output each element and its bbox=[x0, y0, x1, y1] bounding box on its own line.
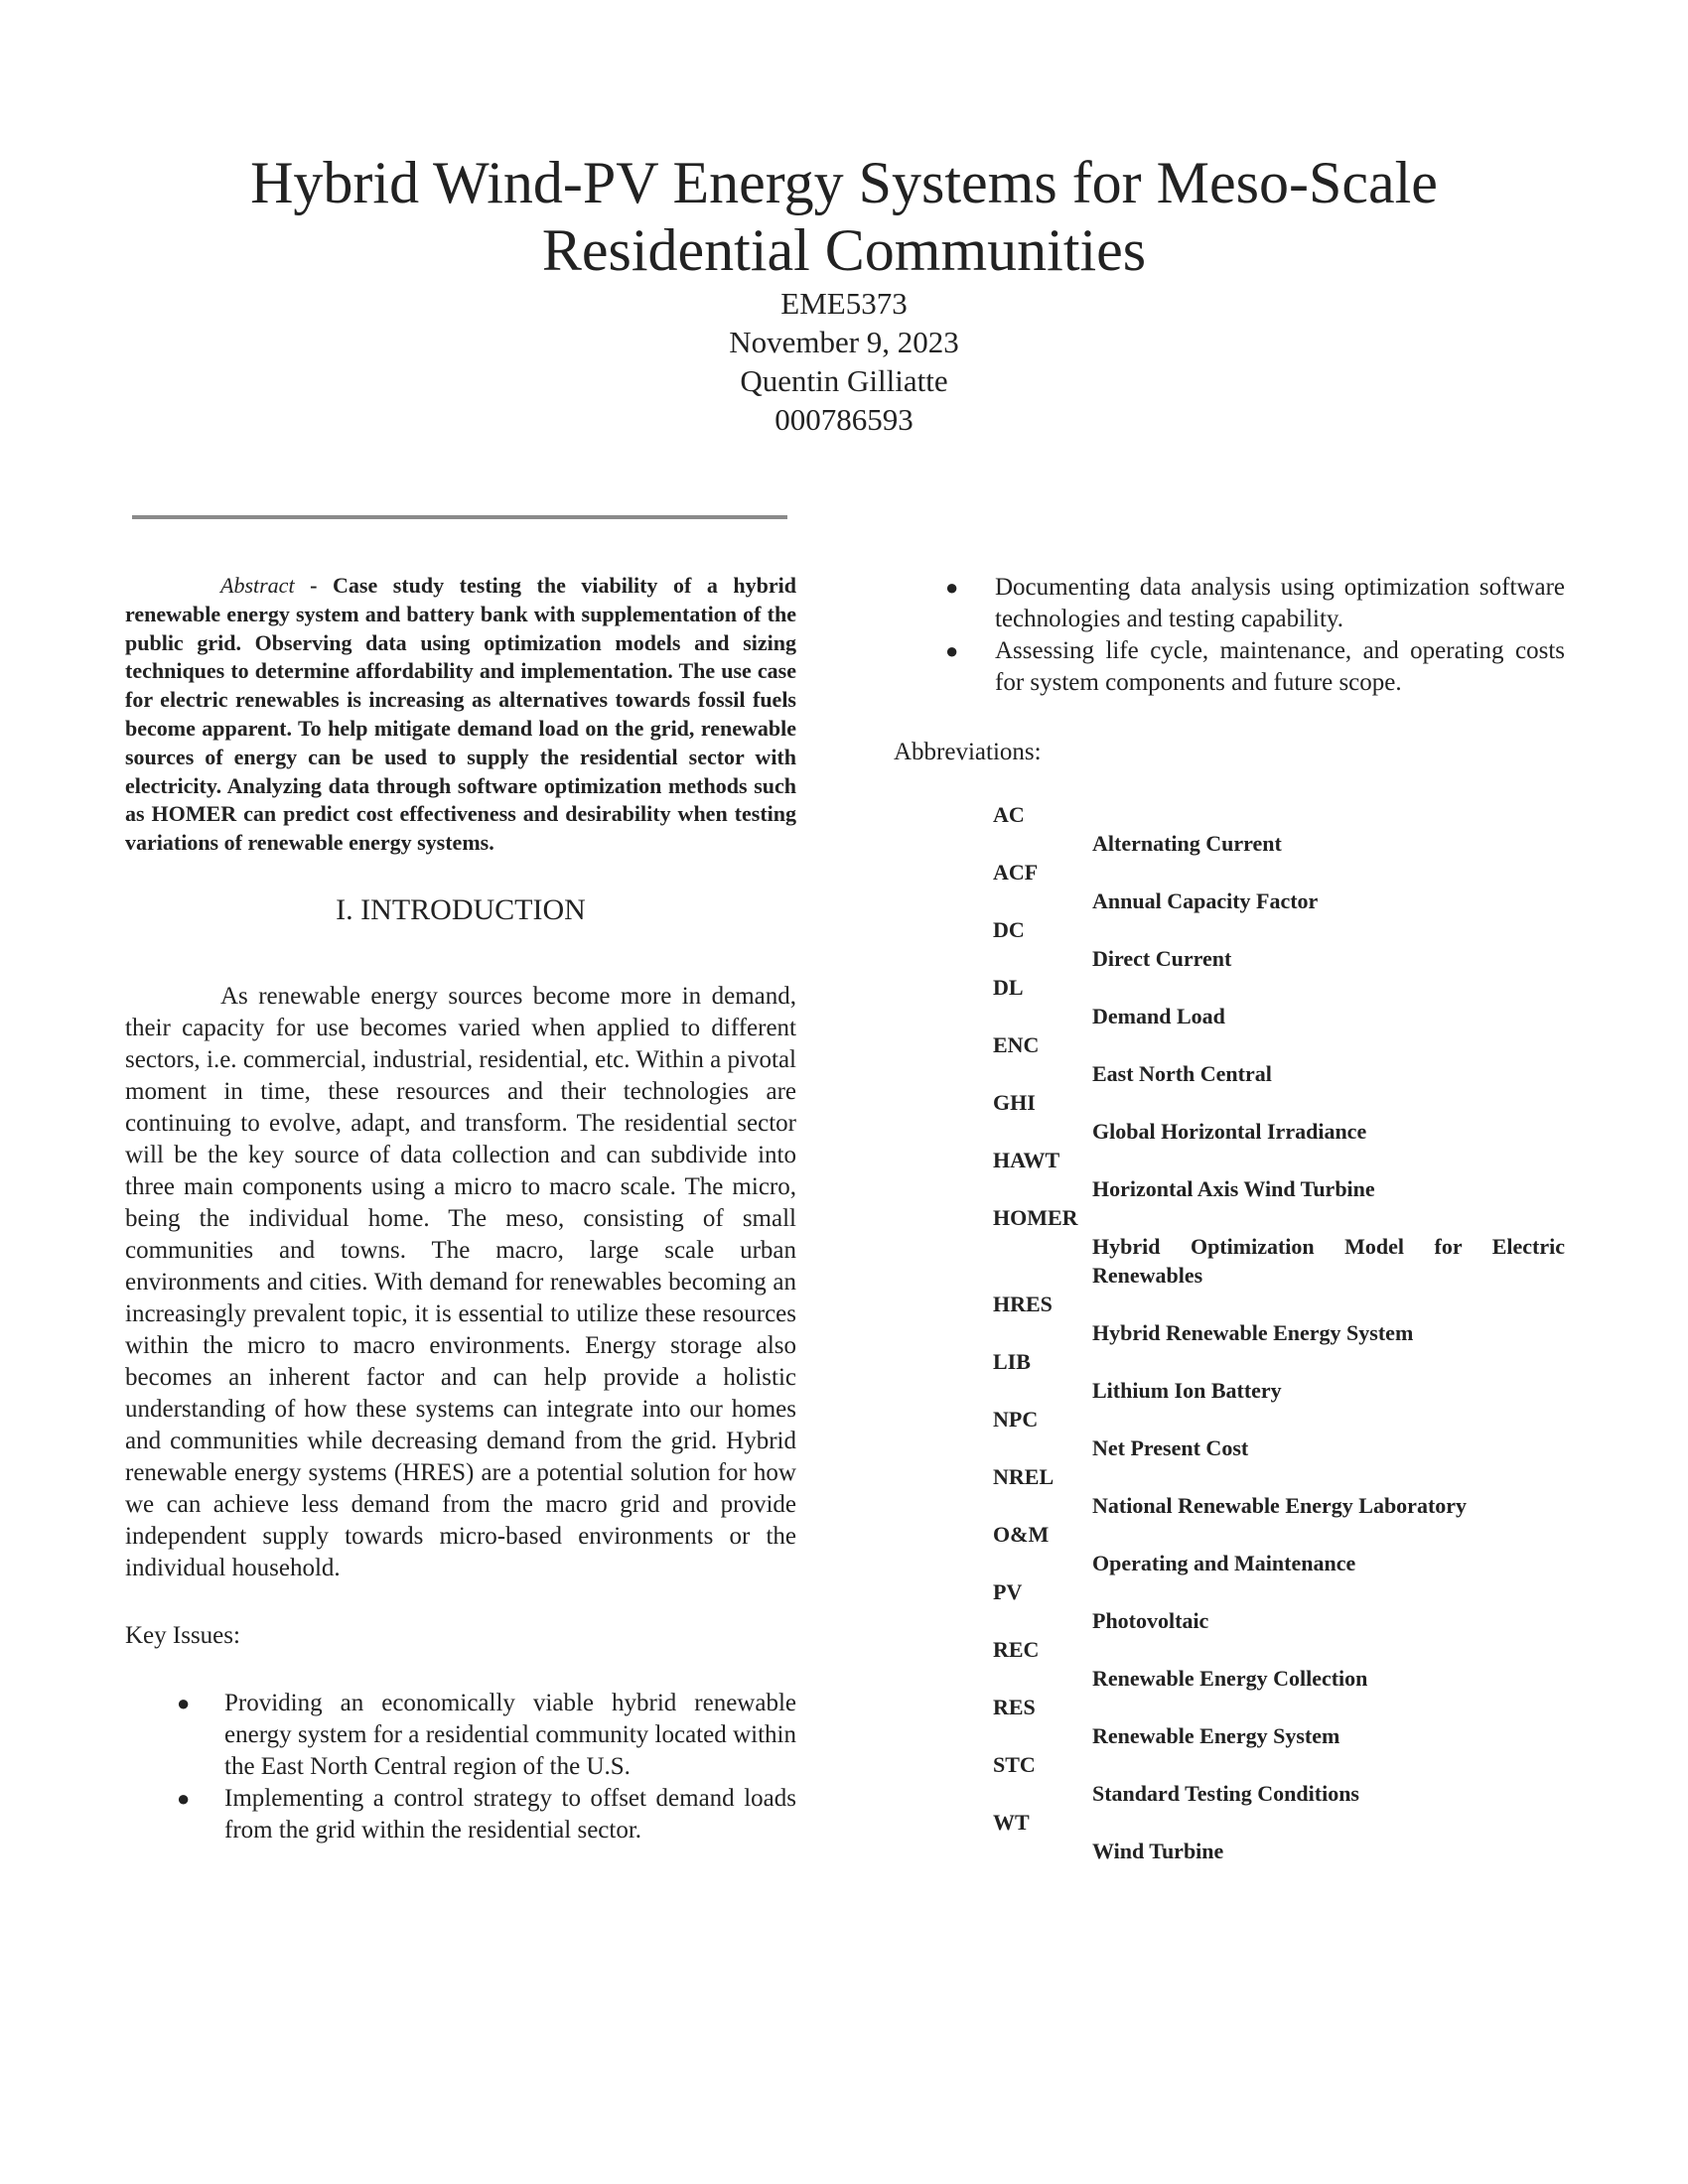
abbreviation-item bbox=[993, 1146, 1565, 1203]
abbreviation-item bbox=[993, 973, 1565, 1030]
abbreviation-item bbox=[993, 1635, 1565, 1693]
abbreviation-term: DC bbox=[993, 917, 1025, 942]
abbreviation-item bbox=[993, 1347, 1565, 1405]
abbreviation-definition: Demand Load bbox=[1092, 1004, 1225, 1028]
paper-title bbox=[0, 149, 1688, 284]
introduction-paragraph: As renewable energy sources become more in demand, their capacity for use becomes varied when applied to different sectors, i.e. commercial, industrial, residential, etc. Within a pivotal moment in time, these resources and their technologies are continuing to evolve, adapt, and transform. The residential sector will be the key source of data collection and can subdivide into three main components using a micro to macro scale. The micro, being the individual home. The meso, consisting of small communities and towns. The macro, large scale urban environments and cities. With demand for renewables becoming an increasingly prevalent topic, it is essential to utilize these resources within the micro to macro environments. Energy storage also becomes an inherent factor and can help provide a holistic understanding of how these systems can integrate into our homes and communities while decreasing demand from the grid. Hybrid renewable energy systems (HRES) are a potential solution for how we can achieve less demand from the macro grid and provide independent supply towards micro-based environments or the individual household. bbox=[125, 982, 796, 1581]
title-line-1: Hybrid Wind-PV Energy Systems for Meso-Scale bbox=[250, 150, 1438, 215]
paper-header bbox=[0, 149, 1688, 439]
abbreviation-definition: Standard Testing Conditions bbox=[1092, 1781, 1359, 1806]
abbreviation-item bbox=[993, 1693, 1565, 1750]
abbreviation-definition: Net Present Cost bbox=[1092, 1435, 1249, 1460]
abbreviation-definition: Operating and Maintenance bbox=[1092, 1551, 1356, 1575]
abbreviation-item bbox=[993, 1577, 1565, 1635]
list-item bbox=[894, 572, 1565, 635]
bullet-icon: ● bbox=[177, 1690, 191, 1715]
abbreviation-term: WT bbox=[993, 1810, 1030, 1835]
abbreviations-list bbox=[993, 800, 1565, 1865]
abbreviation-item bbox=[993, 1290, 1565, 1347]
section-heading-introduction: I. INTRODUCTION bbox=[336, 892, 586, 926]
abbreviation-definition: Hybrid Optimization Model for Electric Renewables bbox=[1092, 1234, 1565, 1288]
abbreviation-definition: Renewable Energy Collection bbox=[1092, 1666, 1368, 1691]
bullet-icon: ● bbox=[177, 1785, 191, 1811]
author-name: Quentin Gilliatte bbox=[740, 363, 948, 398]
abbreviation-item bbox=[993, 800, 1565, 858]
abbreviation-definition: Annual Capacity Factor bbox=[1092, 888, 1319, 913]
key-issues-label: Key Issues: bbox=[125, 1621, 240, 1649]
abbreviation-item bbox=[993, 1030, 1565, 1088]
abbreviation-item bbox=[993, 1808, 1565, 1865]
bullet-icon: ● bbox=[945, 575, 959, 600]
list-item bbox=[125, 1783, 796, 1846]
abbreviation-item bbox=[993, 1405, 1565, 1462]
horizontal-rule bbox=[132, 515, 787, 519]
abbreviation-term: HAWT bbox=[993, 1148, 1060, 1172]
abbreviation-term: STC bbox=[993, 1752, 1036, 1777]
abbreviations-label: Abbreviations: bbox=[894, 739, 1042, 765]
paper-date: November 9, 2023 bbox=[729, 325, 959, 359]
abbreviation-definition: East North Central bbox=[1092, 1061, 1272, 1086]
list-item-text: Assessing life cycle, maintenance, and operating costs for system components and future scope. bbox=[995, 637, 1565, 696]
abbreviation-definition: Photovoltaic bbox=[1092, 1608, 1209, 1633]
abbreviation-term: LIB bbox=[993, 1349, 1031, 1374]
abbreviation-term: NREL bbox=[993, 1464, 1055, 1489]
abbreviation-definition: Direct Current bbox=[1092, 946, 1232, 971]
abbreviation-item bbox=[993, 915, 1565, 973]
abbreviation-term: ACF bbox=[993, 860, 1039, 885]
course-code: EME5373 bbox=[780, 286, 908, 321]
title-line-2: Residential Communities bbox=[541, 217, 1147, 283]
list-item-text: Documenting data analysis using optimization software technologies and testing capability. bbox=[995, 574, 1565, 632]
abbreviation-item bbox=[993, 858, 1565, 915]
abbreviation-definition: Hybrid Renewable Energy System bbox=[1092, 1320, 1414, 1345]
list-item bbox=[125, 1688, 796, 1783]
abbreviation-term: GHI bbox=[993, 1090, 1036, 1115]
key-issues-list-continued bbox=[894, 572, 1565, 699]
key-issues-list bbox=[125, 1688, 796, 1846]
abstract-text: - Case study testing the viability of a hybrid renewable energy system and battery bank with supplementation of the public grid. Observing data using optimization models and sizing techniques to determine affordability and implementation. The use case for electric renewables is increasing as alternatives towards fossil fuels become apparent. To help mitigate demand load on the grid, renewable sources of energy can be used to supply the residential sector with electricity. Analyzing data through software optimization methods such as HOMER can predict cost effectiveness and desirability when testing variations of renewable energy systems. bbox=[125, 573, 796, 856]
abbreviation-term: DL bbox=[993, 975, 1024, 1000]
right-column bbox=[894, 572, 1565, 1865]
abbreviation-definition: National Renewable Energy Laboratory bbox=[1092, 1493, 1468, 1518]
abbreviation-term: REC bbox=[993, 1637, 1040, 1662]
list-item bbox=[894, 635, 1565, 699]
abbreviation-definition: Horizontal Axis Wind Turbine bbox=[1092, 1176, 1375, 1201]
abstract bbox=[125, 572, 796, 858]
abbreviation-definition: Wind Turbine bbox=[1092, 1839, 1224, 1863]
abbreviation-term: NPC bbox=[993, 1407, 1039, 1432]
abbreviation-term: HRES bbox=[993, 1292, 1053, 1316]
abbreviation-definition: Alternating Current bbox=[1092, 831, 1282, 856]
abstract-lead: Abstract bbox=[220, 573, 295, 598]
author-id: 000786593 bbox=[774, 402, 914, 437]
abbreviation-item bbox=[993, 1750, 1565, 1808]
abbreviation-item bbox=[993, 1462, 1565, 1520]
abbreviation-term: RES bbox=[993, 1695, 1036, 1719]
bullet-icon: ● bbox=[945, 638, 959, 663]
abbreviation-term: O&M bbox=[993, 1522, 1050, 1547]
abbreviation-item bbox=[993, 1520, 1565, 1577]
abbreviation-definition: Renewable Energy System bbox=[1092, 1723, 1340, 1748]
abbreviation-term: AC bbox=[993, 802, 1025, 827]
list-item-text: Implementing a control strategy to offset demand loads from the grid within the residential sector. bbox=[224, 1784, 796, 1843]
abbreviation-term: ENC bbox=[993, 1032, 1040, 1057]
abbreviation-item bbox=[993, 1203, 1565, 1290]
list-item-text: Providing an economically viable hybrid renewable energy system for a residential community located within the East North Central region of the U.S. bbox=[224, 1689, 796, 1780]
abbreviation-definition: Global Horizontal Irradiance bbox=[1092, 1119, 1367, 1144]
abbreviation-definition: Lithium Ion Battery bbox=[1092, 1378, 1282, 1403]
abbreviation-term: PV bbox=[993, 1579, 1023, 1604]
left-column bbox=[125, 572, 796, 1846]
abbreviation-item bbox=[993, 1088, 1565, 1146]
abbreviation-term: HOMER bbox=[993, 1205, 1078, 1230]
